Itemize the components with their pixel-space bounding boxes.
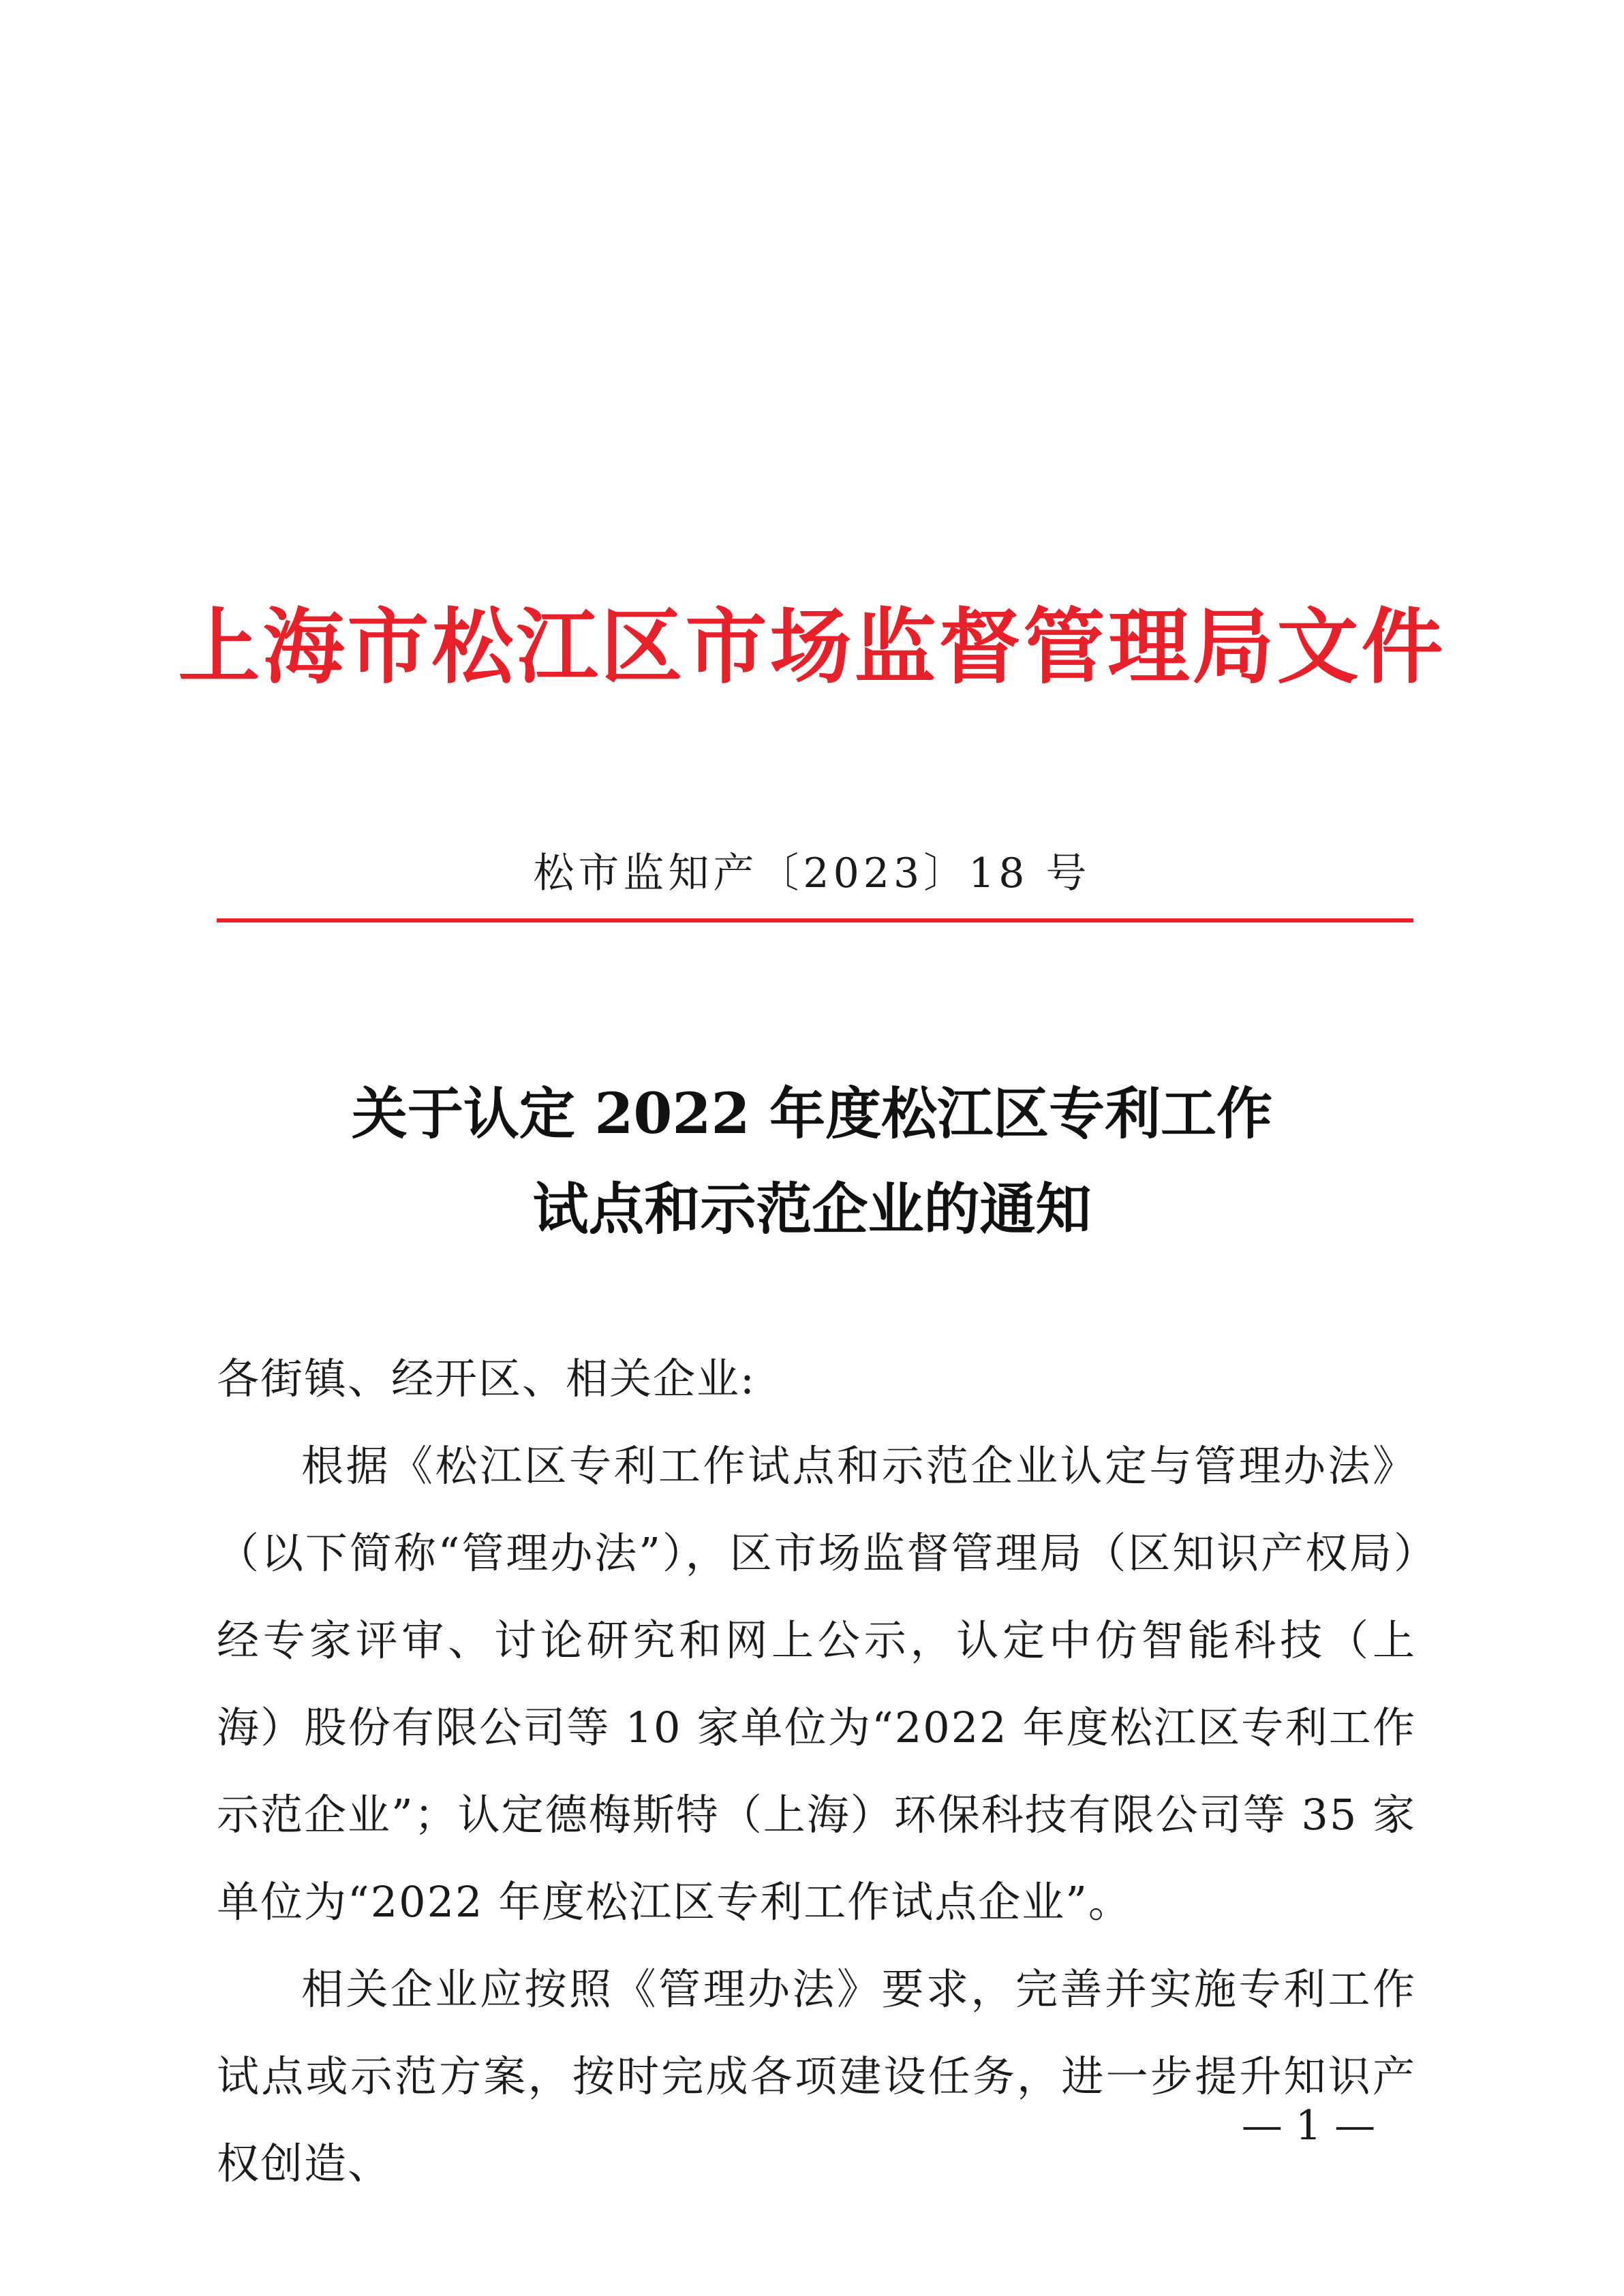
salutation: 各街镇、经开区、相关企业: (217, 1354, 756, 1403)
document-title-line-1: 关于认定 2022 年度松江区专利工作 (351, 1081, 1273, 1147)
red-divider-line (217, 918, 1413, 922)
body-paragraph-1: 根据《松江区专利工作试点和示范企业认定与管理办法》（以下简称“管理办法”），区市场监督管理局（区知识产权局）经专家评审、讨论研究和网上公示，认定中仿智能科技（上海）股份有限公司等 10 家单位为“2022 年度松江区专利工作示范企业”；认定德梅斯特（上海）环保科技有限公司等 35 家单位为“2022 年度松江区专利工作试点企业”。 (217, 1441, 1417, 1927)
document-body (217, 1335, 1416, 2207)
page-number: — 1 — (1241, 2102, 1376, 2150)
document-number: 松市监知产〔2023〕18 号 (533, 850, 1091, 897)
document-title-line-2: 试点和示范企业的通知 (532, 1177, 1092, 1242)
agency-header-title: 上海市松江区市场监督管理局文件 (178, 599, 1446, 695)
body-paragraph-2: 相关企业应按照《管理办法》要求，完善并实施专利工作试点或示范方案，按时完成各项建设任务，进一步提升知识产权创造、 (217, 1964, 1416, 2188)
